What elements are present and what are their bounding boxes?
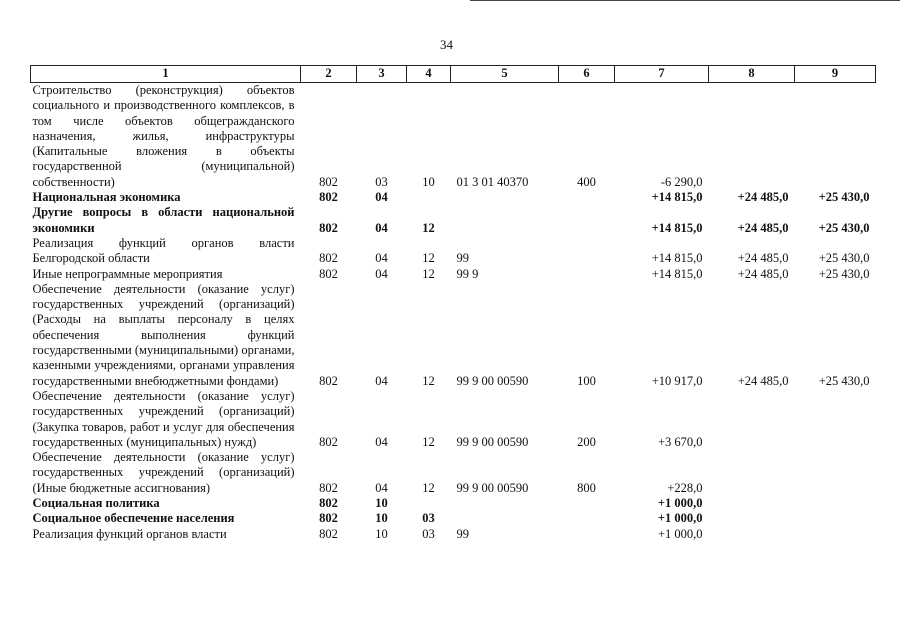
row-name: Национальная экономика [32, 190, 181, 205]
row-name: Обеспечение деятельности (оказание услуг) государственных учреждений (организаций) (Расходы на выплаты персоналу в целях обеспечения выполнения функций государственными (муниципальными) органами, казенными учреждениями, органами управления государственными внебюджетными фондами) [32, 281, 295, 388]
section-code: 802 [319, 174, 338, 189]
amount-col7: +1 000,0 [657, 496, 703, 511]
amount-col7: +228,0 [667, 480, 703, 495]
target-article: 99 9 00 00590 [456, 434, 529, 449]
expense-type: 200 [577, 434, 596, 449]
amount-col8 [709, 496, 795, 511]
subsection-code: 10 [422, 174, 435, 189]
chapter-code: 04 [375, 251, 388, 266]
chapter-code: 04 [375, 266, 388, 281]
target-article: 99 [456, 526, 469, 541]
header-col-3: 3 [357, 66, 407, 83]
table-row [31, 267, 876, 282]
subsection-code: 03 [422, 511, 435, 526]
expense-type [559, 236, 615, 267]
row-name: Обеспечение деятельности (оказание услуг) государственных учреждений (организаций) (Иные бюджетные ассигнования) [32, 450, 295, 495]
expense-type [559, 190, 615, 205]
amount-col8 [709, 527, 795, 542]
table-row [31, 450, 876, 496]
amount-col7: +14 815,0 [651, 190, 703, 205]
expense-type: 100 [577, 373, 596, 388]
amount-col7: +14 815,0 [651, 266, 703, 281]
row-name: Социальное обеспечение населения [32, 511, 235, 526]
amount-col7: +1 000,0 [657, 526, 703, 541]
amount-col8: +24 485,0 [737, 251, 789, 266]
row-name: Реализация функций органов власти Белгородской области [32, 235, 295, 266]
subsection-code: 12 [422, 251, 435, 266]
table-header-row [31, 66, 876, 83]
expense-type [559, 527, 615, 542]
subsection-code: 12 [422, 480, 435, 495]
chapter-code: 04 [375, 373, 388, 388]
chapter-code: 10 [375, 526, 388, 541]
header-col-4: 4 [407, 66, 451, 83]
target-article [451, 205, 559, 236]
row-name: Другие вопросы в области национальной экономики [32, 205, 295, 235]
row-name: Обеспечение деятельности (оказание услуг) государственных учреждений (организаций) (Закупка товаров, работ и услуг для обеспечения государственных (муниципальных) нужд) [32, 388, 295, 449]
amount-col7: +3 670,0 [657, 434, 703, 449]
amount-col8: +24 485,0 [737, 373, 789, 388]
amount-col8 [709, 389, 795, 450]
table-row [31, 190, 876, 205]
section-code: 802 [319, 190, 338, 205]
target-article: 99 9 00 00590 [456, 480, 529, 495]
expense-type [559, 267, 615, 282]
amount-col8 [709, 450, 795, 496]
section-code: 802 [319, 251, 338, 266]
header-col-2: 2 [301, 66, 357, 83]
row-name: Строительство (реконструкция) объектов социального и производственного комплексов, в том числе объектов общегражданского назначения, жилья, инфраструктуры (Капитальные вложения в объекты государственной (муниципальной) собственности) [32, 83, 295, 189]
section-code: 802 [319, 496, 338, 511]
table-row [31, 389, 876, 450]
target-article: 99 9 00 00590 [456, 373, 529, 388]
amount-col9 [795, 527, 876, 542]
page-number: 34 [440, 37, 453, 52]
amount-col8 [709, 511, 795, 526]
section-code: 802 [319, 220, 338, 235]
subsection-code: 03 [422, 526, 435, 541]
table-row [31, 205, 876, 236]
chapter-code: 04 [375, 480, 388, 495]
chapter-code: 10 [375, 511, 388, 526]
amount-col7: +1 000,0 [657, 511, 703, 526]
section-code: 802 [319, 526, 338, 541]
amount-col8 [709, 83, 795, 191]
row-name: Социальная политика [32, 496, 160, 511]
table-row [31, 527, 876, 542]
amount-col7: -6 290,0 [660, 174, 703, 189]
amount-col9 [795, 389, 876, 450]
amount-col8: +24 485,0 [737, 220, 789, 235]
expense-type [559, 205, 615, 236]
amount-col7: +14 815,0 [651, 220, 703, 235]
chapter-code: 10 [375, 496, 388, 511]
table-row [31, 496, 876, 511]
expense-type [559, 511, 615, 526]
chapter-code: 04 [375, 434, 388, 449]
expense-type [559, 496, 615, 511]
target-article: 01 3 01 40370 [456, 174, 529, 189]
amount-col9 [795, 496, 876, 511]
subsection-code [407, 496, 451, 511]
table-row [31, 282, 876, 389]
target-article [451, 190, 559, 205]
subsection-code: 12 [422, 434, 435, 449]
section-code: 802 [319, 511, 338, 526]
amount-col8: +24 485,0 [737, 266, 789, 281]
amount-col9 [795, 450, 876, 496]
section-code: 802 [319, 373, 338, 388]
table-row [31, 511, 876, 526]
header-col-6: 6 [559, 66, 615, 83]
amount-col9 [795, 511, 876, 526]
amount-col7: +10 917,0 [651, 373, 703, 388]
amount-col9: +25 430,0 [818, 373, 870, 388]
target-article [451, 511, 559, 526]
chapter-code: 04 [375, 220, 388, 235]
header-col-5: 5 [451, 66, 559, 83]
target-article [451, 496, 559, 511]
section-code: 802 [319, 266, 338, 281]
header-col-8: 8 [709, 66, 795, 83]
top-rule [470, 0, 900, 1]
amount-col8: +24 485,0 [737, 190, 789, 205]
chapter-code: 04 [375, 190, 388, 205]
amount-col9: +25 430,0 [818, 251, 870, 266]
target-article: 99 [456, 251, 469, 266]
amount-col9: +25 430,0 [818, 190, 870, 205]
subsection-code [407, 190, 451, 205]
subsection-code: 12 [422, 266, 435, 281]
chapter-code: 03 [375, 174, 388, 189]
header-col-1: 1 [31, 66, 301, 83]
amount-col9: +25 430,0 [818, 220, 870, 235]
row-name: Иные непрограммные мероприятия [32, 266, 223, 281]
target-article: 99 9 [456, 266, 479, 281]
section-code: 802 [319, 480, 338, 495]
amount-col9: +25 430,0 [818, 266, 870, 281]
expense-type: 400 [577, 174, 596, 189]
table-row [31, 236, 876, 267]
header-col-9: 9 [795, 66, 876, 83]
section-code: 802 [319, 434, 338, 449]
expense-type: 800 [577, 480, 596, 495]
header-col-7: 7 [615, 66, 709, 83]
amount-col7: +14 815,0 [651, 251, 703, 266]
budget-table [30, 65, 876, 542]
amount-col9 [795, 83, 876, 191]
subsection-code: 12 [422, 373, 435, 388]
table-row [31, 83, 876, 191]
row-name: Реализация функций органов власти [32, 526, 227, 541]
subsection-code: 12 [422, 220, 435, 235]
table-body [31, 83, 876, 542]
